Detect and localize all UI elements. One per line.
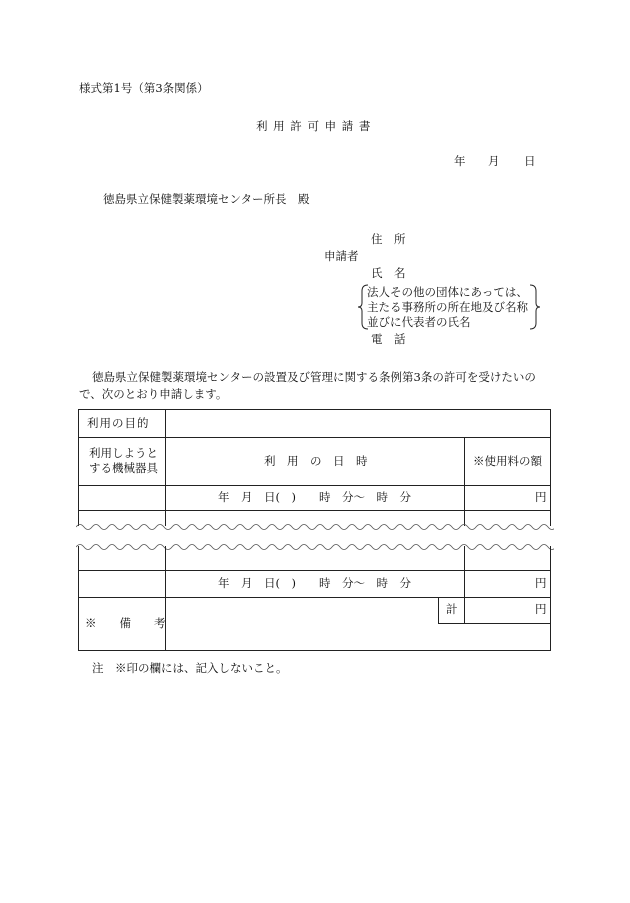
- total-label: 計: [446, 602, 458, 616]
- date-day: 日: [524, 154, 536, 168]
- applicant-phone-label: 電 話: [371, 332, 406, 346]
- fee-header: ※使用料の額: [473, 454, 542, 468]
- date-year: 年: [454, 154, 466, 168]
- body-text-line-1: 徳島県立保健製薬環境センターの設置及び管理に関する条例第3条の許可を受けたいの: [92, 370, 536, 384]
- remarks-label: ※ 備 考: [85, 616, 166, 630]
- body-text-line-2: で、次のとおり申請します。: [79, 387, 228, 401]
- applicant-note-line-3: 並びに代表者の氏名: [367, 315, 471, 329]
- addressee: 徳島県立保健製薬環境センター所長 殿: [103, 192, 310, 206]
- datetime-header: 利 用 の 日 時: [264, 454, 368, 468]
- total-yen: 円: [535, 602, 547, 616]
- row-datetime-1: 年 月 日( ) 時 分～ 時 分: [218, 490, 411, 504]
- break-line-icon: [76, 541, 554, 553]
- page-title: 利 用 許 可 申 請 書: [256, 119, 372, 133]
- equipment-label-1: 利用しようと: [89, 446, 158, 460]
- applicant-note-line-2: 主たる事務所の所在地及び名称: [367, 300, 528, 314]
- date-month: 月: [488, 154, 500, 168]
- row-datetime-2: 年 月 日( ) 時 分～ 時 分: [218, 576, 411, 590]
- equipment-label-2: する機械器具: [89, 461, 158, 475]
- purpose-label: 利用の目的: [87, 416, 150, 430]
- row-yen-2: 円: [535, 576, 547, 590]
- applicant-note-line-1: 法人その他の団体にあっては、: [367, 285, 528, 299]
- footnote: 注 ※印の欄には、記入しないこと。: [92, 661, 288, 675]
- break-line-icon: [76, 521, 554, 533]
- form-number: 様式第1号（第3条関係）: [79, 81, 209, 95]
- applicant-name-label: 氏 名: [371, 266, 406, 280]
- applicant-address-label: 住 所: [371, 232, 406, 246]
- row-yen-1: 円: [535, 490, 547, 504]
- applicant-label: 申請者: [324, 249, 359, 263]
